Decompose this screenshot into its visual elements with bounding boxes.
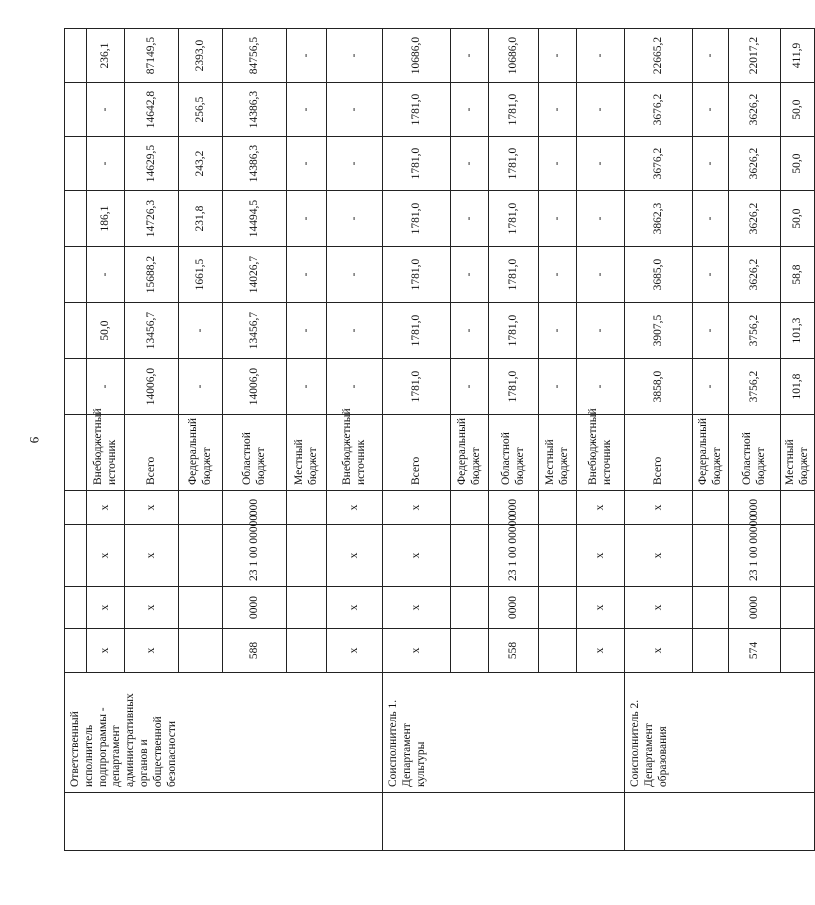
rzpr-code-cell (451, 587, 489, 629)
amount-cell-3: 58,8 (781, 247, 815, 303)
amount-cell-2: - (451, 303, 489, 359)
amount-cell-4: - (577, 191, 625, 247)
funding-source-cell: Федеральный бюджет (179, 415, 223, 491)
rzpr-code-cell (781, 587, 815, 629)
funding-source-cell: Федеральный бюджет (693, 415, 729, 491)
amount-cell-6: 3626,2 (729, 83, 781, 137)
amount-cell-2: 101,3 (781, 303, 815, 359)
rzpr-code-cell: 0000 (729, 587, 781, 629)
amount-cell-1: - (179, 359, 223, 415)
amount-cell-5: - (577, 137, 625, 191)
amount-cell-7: 22665,2 (625, 29, 693, 83)
csr-code-cell: х (577, 525, 625, 587)
vr-code-cell (693, 491, 729, 525)
grbs-code-cell: 574 (729, 629, 781, 673)
amount-cell-3: - (87, 247, 125, 303)
grbs-code-cell: х (87, 629, 125, 673)
amount-cell-1: - (287, 359, 327, 415)
amount-cell-6: - (577, 83, 625, 137)
amount-cell-5: 3626,2 (729, 137, 781, 191)
rzpr-code-cell (287, 587, 327, 629)
amount-cell-5: 14386,3 (223, 137, 287, 191)
amount-cell-7: 10686,0 (383, 29, 451, 83)
csr-code-cell: 23 1 00 00000 (729, 525, 781, 587)
amount-cell-4: - (287, 191, 327, 247)
csr-code-cell (179, 525, 223, 587)
csr-code-cell (693, 525, 729, 587)
amount-cell-5 (65, 137, 87, 191)
amount-cell-4: 50,0 (781, 191, 815, 247)
funding-source-cell: Местный бюджет (287, 415, 327, 491)
amount-cell-3: - (287, 247, 327, 303)
amount-cell-5: - (87, 137, 125, 191)
amount-cell-6: 1781,0 (383, 83, 451, 137)
vr-code-cell (287, 491, 327, 525)
page-number: 9 (27, 436, 42, 444)
rzpr-code-cell (65, 587, 87, 629)
funding-source-cell: Местный бюджет (781, 415, 815, 491)
csr-code-cell: 23 1 00 00000 (223, 525, 287, 587)
amount-cell-1: 3858,0 (625, 359, 693, 415)
amount-cell-4: 3626,2 (729, 191, 781, 247)
rotated-table-wrapper (64, 29, 810, 851)
rzpr-code-cell: х (577, 587, 625, 629)
amount-cell-6: - (327, 83, 383, 137)
funding-source-cell: Всего (125, 415, 179, 491)
funding-source-cell: Областной бюджет (489, 415, 539, 491)
vr-code-cell: х (327, 491, 383, 525)
rzpr-code-cell (693, 587, 729, 629)
amount-cell-4: - (451, 191, 489, 247)
amount-cell-3: 3685,0 (625, 247, 693, 303)
grbs-code-cell (65, 629, 87, 673)
grbs-code-cell (781, 629, 815, 673)
grbs-code-cell (693, 629, 729, 673)
amount-cell-3: - (327, 247, 383, 303)
vr-code-cell (781, 491, 815, 525)
amount-cell-1: - (327, 359, 383, 415)
amount-cell-7: - (577, 29, 625, 83)
vr-code-cell: х (125, 491, 179, 525)
amount-cell-4: - (539, 191, 577, 247)
amount-cell-1: 14006,0 (223, 359, 287, 415)
amount-cell-5: - (693, 137, 729, 191)
rzpr-code-cell: х (383, 587, 451, 629)
csr-code-cell: х (625, 525, 693, 587)
vr-code-cell: х (383, 491, 451, 525)
amount-cell-7: - (539, 29, 577, 83)
amount-cell-1: 14006,0 (125, 359, 179, 415)
amount-cell-1: 3756,2 (729, 359, 781, 415)
amount-cell-6: 1781,0 (489, 83, 539, 137)
amount-cell-6: 50,0 (781, 83, 815, 137)
executor-cell: Соисполнитель 1. Департамент культуры (383, 673, 625, 793)
amount-cell-2: - (327, 303, 383, 359)
amount-cell-2: - (693, 303, 729, 359)
csr-code-cell (65, 525, 87, 587)
amount-cell-1: - (539, 359, 577, 415)
amount-cell-5: 14629,5 (125, 137, 179, 191)
amount-cell-1: 101,8 (781, 359, 815, 415)
amount-cell-3: 15688,2 (125, 247, 179, 303)
csr-code-cell (287, 525, 327, 587)
grbs-code-cell (179, 629, 223, 673)
csr-code-cell: х (327, 525, 383, 587)
amount-cell-5: - (287, 137, 327, 191)
page-frame (64, 29, 810, 851)
vr-code-cell: 000 (489, 491, 539, 525)
amount-cell-5: 50,0 (781, 137, 815, 191)
budget-table (64, 28, 815, 851)
amount-cell-4: 231,8 (179, 191, 223, 247)
amount-cell-7: 411,9 (781, 29, 815, 83)
rzpr-code-cell: х (125, 587, 179, 629)
vr-code-cell: 000 (729, 491, 781, 525)
amount-cell-5: 3676,2 (625, 137, 693, 191)
amount-cell-7: 2393,0 (179, 29, 223, 83)
amount-cell-1: 1781,0 (489, 359, 539, 415)
funding-source-cell: Областной бюджет (729, 415, 781, 491)
amount-cell-3: 3626,2 (729, 247, 781, 303)
vr-code-cell (539, 491, 577, 525)
amount-cell-2: 1781,0 (489, 303, 539, 359)
amount-cell-3: - (539, 247, 577, 303)
amount-cell-3: 1661,5 (179, 247, 223, 303)
amount-cell-2 (65, 303, 87, 359)
amount-cell-6: 256,5 (179, 83, 223, 137)
amount-cell-1: - (693, 359, 729, 415)
amount-cell-3: - (693, 247, 729, 303)
amount-cell-5: 1781,0 (383, 137, 451, 191)
grbs-code-cell (287, 629, 327, 673)
rzpr-code-cell: х (327, 587, 383, 629)
amount-cell-3: - (451, 247, 489, 303)
grbs-code-cell: х (327, 629, 383, 673)
rzpr-code-cell (179, 587, 223, 629)
section-blank-cell (65, 793, 383, 851)
vr-code-cell (65, 491, 87, 525)
amount-cell-7: 84756,5 (223, 29, 287, 83)
funding-source-cell: Всего (625, 415, 693, 491)
funding-source-cell: Федеральный бюджет (451, 415, 489, 491)
amount-cell-7: - (451, 29, 489, 83)
amount-cell-3 (65, 247, 87, 303)
amount-cell-7: - (693, 29, 729, 83)
amount-cell-2: 50,0 (87, 303, 125, 359)
amount-cell-5: 1781,0 (489, 137, 539, 191)
vr-code-cell: 000 (223, 491, 287, 525)
vr-code-cell: х (577, 491, 625, 525)
rzpr-code-cell: 0000 (489, 587, 539, 629)
amount-cell-1: - (87, 359, 125, 415)
csr-code-cell: х (87, 525, 125, 587)
csr-code-cell: х (125, 525, 179, 587)
amount-cell-6: - (87, 83, 125, 137)
amount-cell-7: 87149,5 (125, 29, 179, 83)
grbs-code-cell (539, 629, 577, 673)
amount-cell-2: 13456,7 (125, 303, 179, 359)
amount-cell-4: 14494,5 (223, 191, 287, 247)
vr-code-cell (179, 491, 223, 525)
amount-cell-2: 13456,7 (223, 303, 287, 359)
grbs-code-cell (451, 629, 489, 673)
grbs-code-cell: 588 (223, 629, 287, 673)
table-row (383, 29, 451, 851)
amount-cell-2: - (539, 303, 577, 359)
amount-cell-6: - (451, 83, 489, 137)
executor-cell: Соисполнитель 2. Департамент образования (625, 673, 815, 793)
csr-code-cell (781, 525, 815, 587)
amount-cell-6: 14642,8 (125, 83, 179, 137)
grbs-code-cell: 558 (489, 629, 539, 673)
amount-cell-1: 1781,0 (383, 359, 451, 415)
rzpr-code-cell: 0000 (223, 587, 287, 629)
amount-cell-5: - (327, 137, 383, 191)
grbs-code-cell: х (577, 629, 625, 673)
amount-cell-6: 14386,3 (223, 83, 287, 137)
funding-source-cell: Местный бюджет (539, 415, 577, 491)
table-row (625, 29, 693, 851)
amount-cell-3: 14026,7 (223, 247, 287, 303)
amount-cell-5: - (539, 137, 577, 191)
grbs-code-cell: х (625, 629, 693, 673)
amount-cell-2: 3907,5 (625, 303, 693, 359)
funding-source-cell (65, 415, 87, 491)
section-blank-cell (625, 793, 815, 851)
vr-code-cell (451, 491, 489, 525)
executor-cell: Ответственный исполнитель подпрограммы - департамент административных органов и общественной безопасности (65, 673, 383, 793)
amount-cell-2: - (577, 303, 625, 359)
amount-cell-6: - (693, 83, 729, 137)
amount-cell-7: - (327, 29, 383, 83)
csr-code-cell (451, 525, 489, 587)
amount-cell-2: 3756,2 (729, 303, 781, 359)
amount-cell-4: 186,1 (87, 191, 125, 247)
amount-cell-4: - (693, 191, 729, 247)
amount-cell-5: - (451, 137, 489, 191)
amount-cell-4: 1781,0 (489, 191, 539, 247)
funding-source-cell: Внебюджетный источник (327, 415, 383, 491)
table-body (65, 29, 815, 851)
rzpr-code-cell (539, 587, 577, 629)
amount-cell-6: - (539, 83, 577, 137)
csr-code-cell (539, 525, 577, 587)
amount-cell-3: 1781,0 (489, 247, 539, 303)
amount-cell-6: 3676,2 (625, 83, 693, 137)
rzpr-code-cell: х (87, 587, 125, 629)
amount-cell-6 (65, 83, 87, 137)
amount-cell-4: 3862,3 (625, 191, 693, 247)
csr-code-cell: х (383, 525, 451, 587)
amount-cell-1 (65, 359, 87, 415)
section-blank-cell (383, 793, 625, 851)
funding-source-cell: Всего (383, 415, 451, 491)
funding-source-cell: Внебюджетный источник (87, 415, 125, 491)
amount-cell-7: - (287, 29, 327, 83)
amount-cell-2: 1781,0 (383, 303, 451, 359)
amount-cell-4: - (327, 191, 383, 247)
rzpr-code-cell: х (625, 587, 693, 629)
amount-cell-7: 236,1 (87, 29, 125, 83)
amount-cell-3: - (577, 247, 625, 303)
amount-cell-5: 243,2 (179, 137, 223, 191)
grbs-code-cell: х (383, 629, 451, 673)
csr-code-cell: 23 1 00 00000 (489, 525, 539, 587)
amount-cell-3: 1781,0 (383, 247, 451, 303)
amount-cell-1: - (577, 359, 625, 415)
amount-cell-7 (65, 29, 87, 83)
vr-code-cell: х (625, 491, 693, 525)
table-row (65, 29, 87, 851)
funding-source-cell: Областной бюджет (223, 415, 287, 491)
amount-cell-6: - (287, 83, 327, 137)
grbs-code-cell: х (125, 629, 179, 673)
amount-cell-1: - (451, 359, 489, 415)
amount-cell-7: 22017,2 (729, 29, 781, 83)
amount-cell-4 (65, 191, 87, 247)
vr-code-cell: х (87, 491, 125, 525)
amount-cell-2: - (287, 303, 327, 359)
amount-cell-4: 1781,0 (383, 191, 451, 247)
funding-source-cell: Внебюджетный источник (577, 415, 625, 491)
amount-cell-4: 14726,3 (125, 191, 179, 247)
amount-cell-7: 10686,0 (489, 29, 539, 83)
amount-cell-2: - (179, 303, 223, 359)
